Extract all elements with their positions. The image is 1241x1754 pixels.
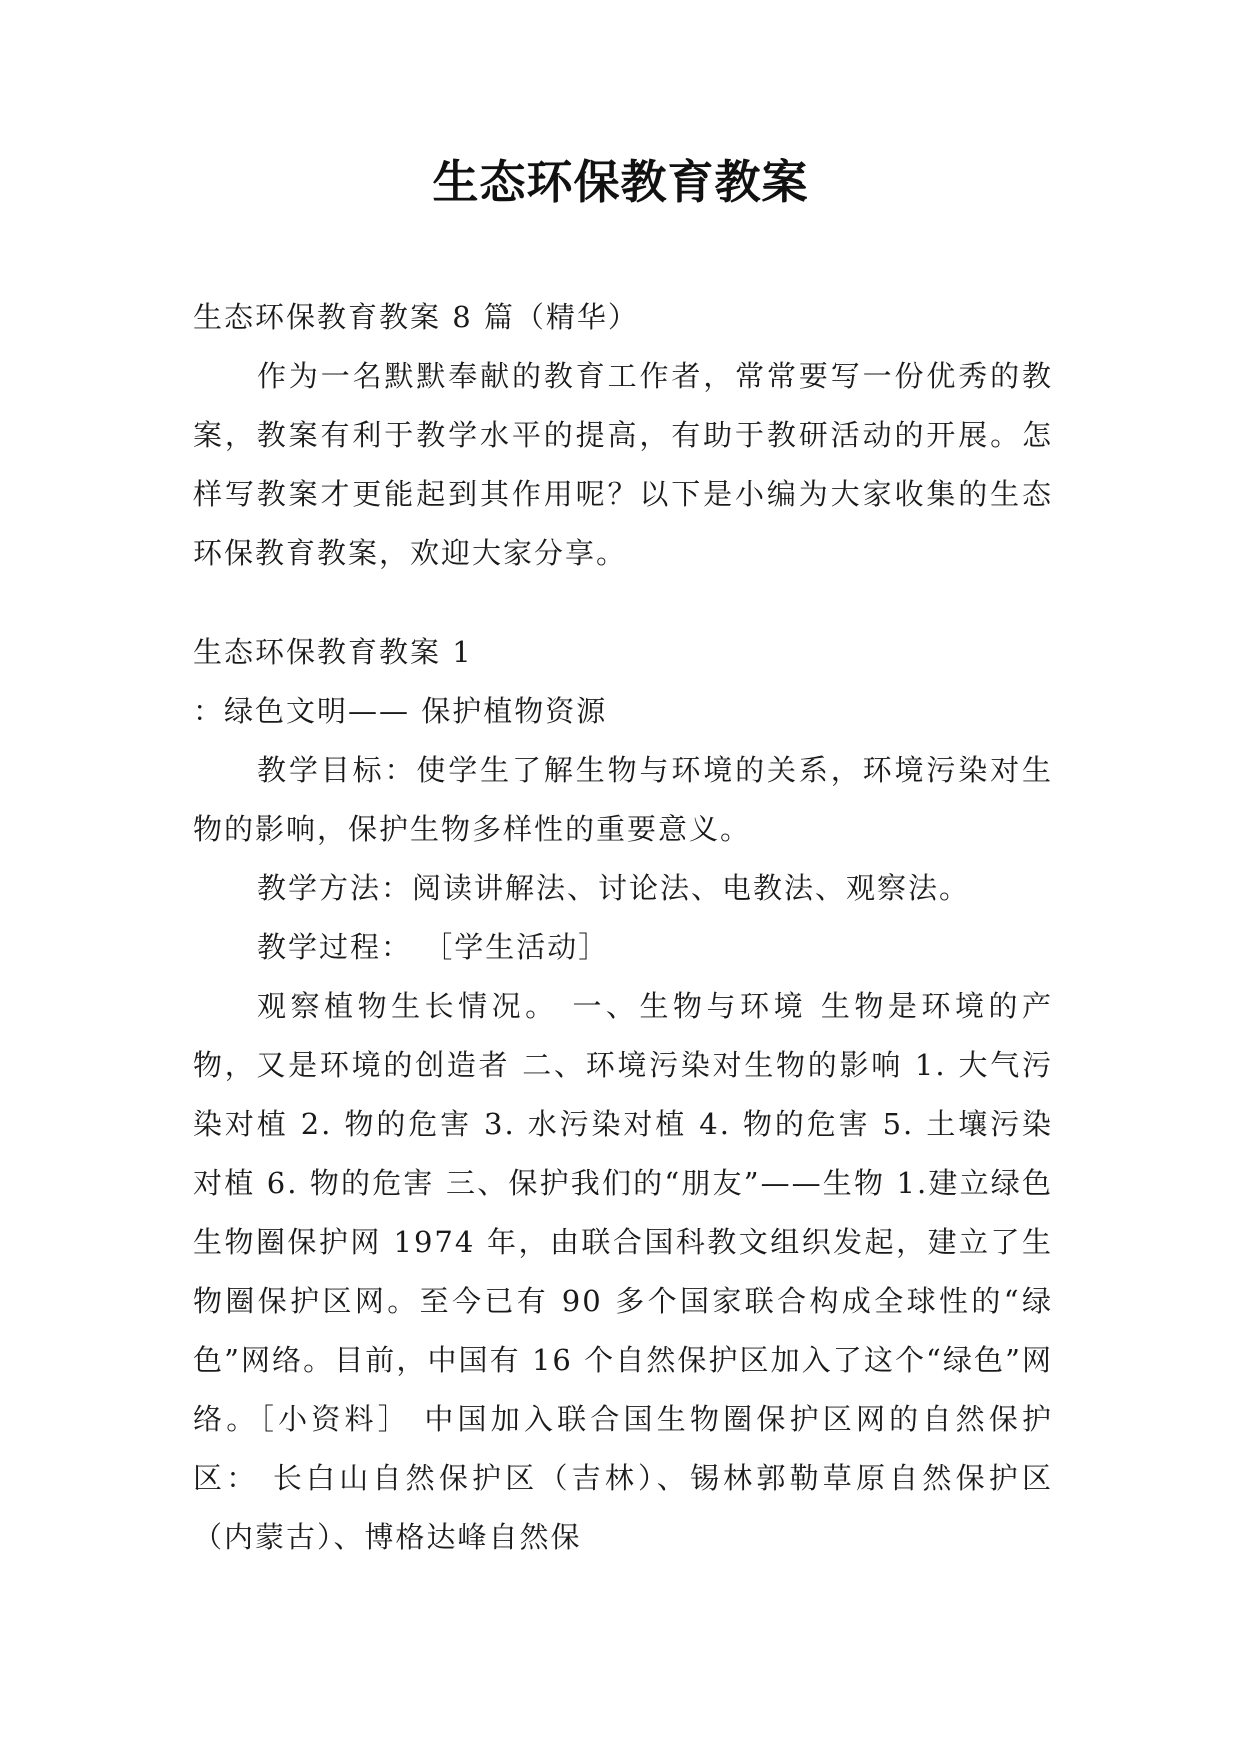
section-heading: 生态环保教育教案 1: [193, 635, 473, 669]
document-title: 生态环保教育教案: [432, 155, 809, 209]
intro-paragraph: 作为一名默默奉献的教育工作者，常常要写一份优秀的教案，教案有利于教学水平的提高，有助于教研活动的开展。怎样写教案才更能起到其作用呢？以下是小编为大家收集的生态环保教育教案，欢迎大家分享。: [193, 359, 1053, 570]
teaching-process-paragraph: 教学过程： ［学生活动］: [257, 930, 610, 964]
observation-paragraph: 观察植物生长情况。 一、生物与环境 生物是环境的产物，又是环境的创造者 二、环境污染对生物的影响 1. 大气污染对植 2. 物的危害 3. 水污染对植 4. 物的危害 5. 土壤污染对植 6. 物的危害 三、保护我们的“朋友”——生物 1.建立绿色生物圈保护网 1974 年，由联合国科教文组织发起，建立了生物圈保护区网。至今已有 90 多个国家联合构成全球性的“绿色”网络。目前，中国有 16 个自然保护区加入了这个“绿色”网络。［小资料］ 中国加入联合国生物圈保护区网的自然保护区： 长白山自然保护区（吉林）、锡林郭勒草原自然保护区（内蒙古）、博格达峰自然保: [193, 989, 1053, 1554]
teaching-goal-paragraph: 教学目标：使学生了解生物与环境的关系，环境污染对生物的影响，保护生物多样性的重要意义。: [193, 753, 1053, 846]
subtitle-line: 生态环保教育教案 8 篇（精华）: [193, 300, 639, 334]
document-body: [193, 288, 1053, 1567]
teaching-method-paragraph: 教学方法：阅读讲解法、讨论法、电教法、观察法。: [257, 871, 971, 905]
section-topic: ：绿色文明—— 保护植物资源: [193, 694, 608, 728]
